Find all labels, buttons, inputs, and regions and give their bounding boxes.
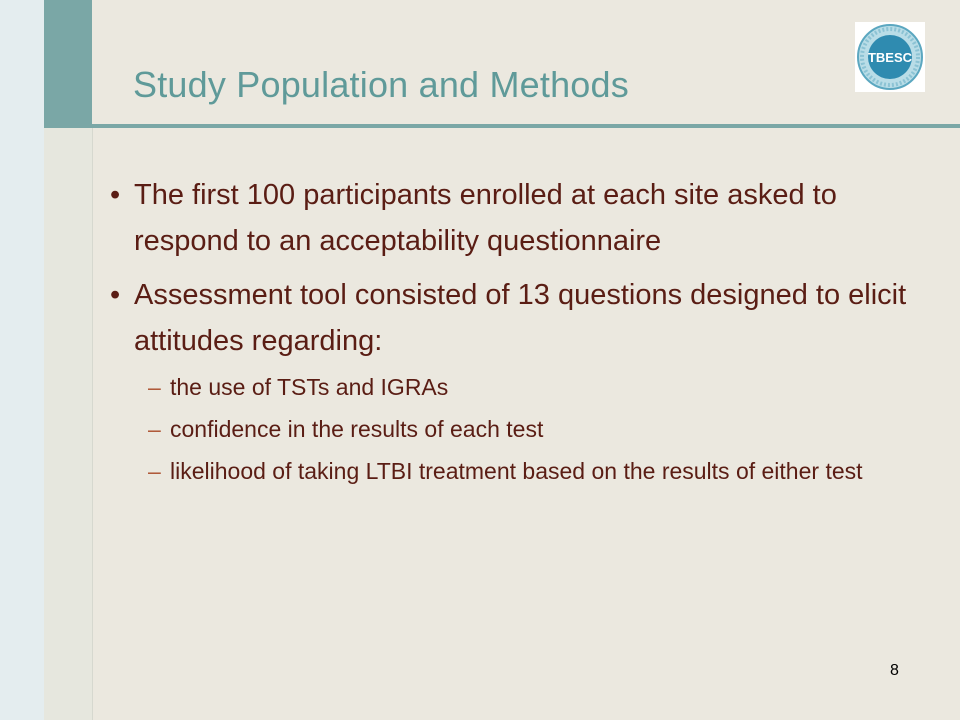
bullet-text: The first 100 participants enrolled at each site asked to respond to an acceptability questionnaire	[134, 179, 837, 257]
title-underline	[92, 124, 960, 128]
dash-icon: –	[148, 416, 161, 442]
dash-icon: –	[148, 458, 161, 484]
sub-bullet-text: confidence in the results of each test	[170, 416, 544, 442]
bullet-item	[110, 272, 930, 364]
title-accent-bar	[44, 0, 92, 128]
bullet-text: Assessment tool consisted of 13 questions designed to elicit attitudes regarding:	[134, 279, 907, 357]
sub-bullet-item	[110, 372, 930, 402]
sub-bullet-text: likelihood of taking LTBI treatment based on the results of either test	[170, 458, 863, 484]
slide-content	[110, 172, 930, 498]
svg-text:TBESC: TBESC	[867, 50, 913, 65]
bullet-item	[110, 172, 930, 264]
tbesc-logo	[855, 22, 925, 92]
left-decor-strip	[0, 0, 44, 720]
slide-title: Study Population and Methods	[133, 64, 629, 105]
content-divider	[92, 128, 93, 720]
sub-bullet-text: the use of TSTs and IGRAs	[170, 374, 449, 400]
sub-bullet-item	[110, 456, 930, 486]
sub-bullet-item	[110, 414, 930, 444]
dash-icon: –	[148, 374, 161, 400]
bullet-dot-icon: •	[110, 179, 121, 211]
bullet-dot-icon: •	[110, 279, 121, 311]
page-number: 8	[890, 662, 899, 679]
